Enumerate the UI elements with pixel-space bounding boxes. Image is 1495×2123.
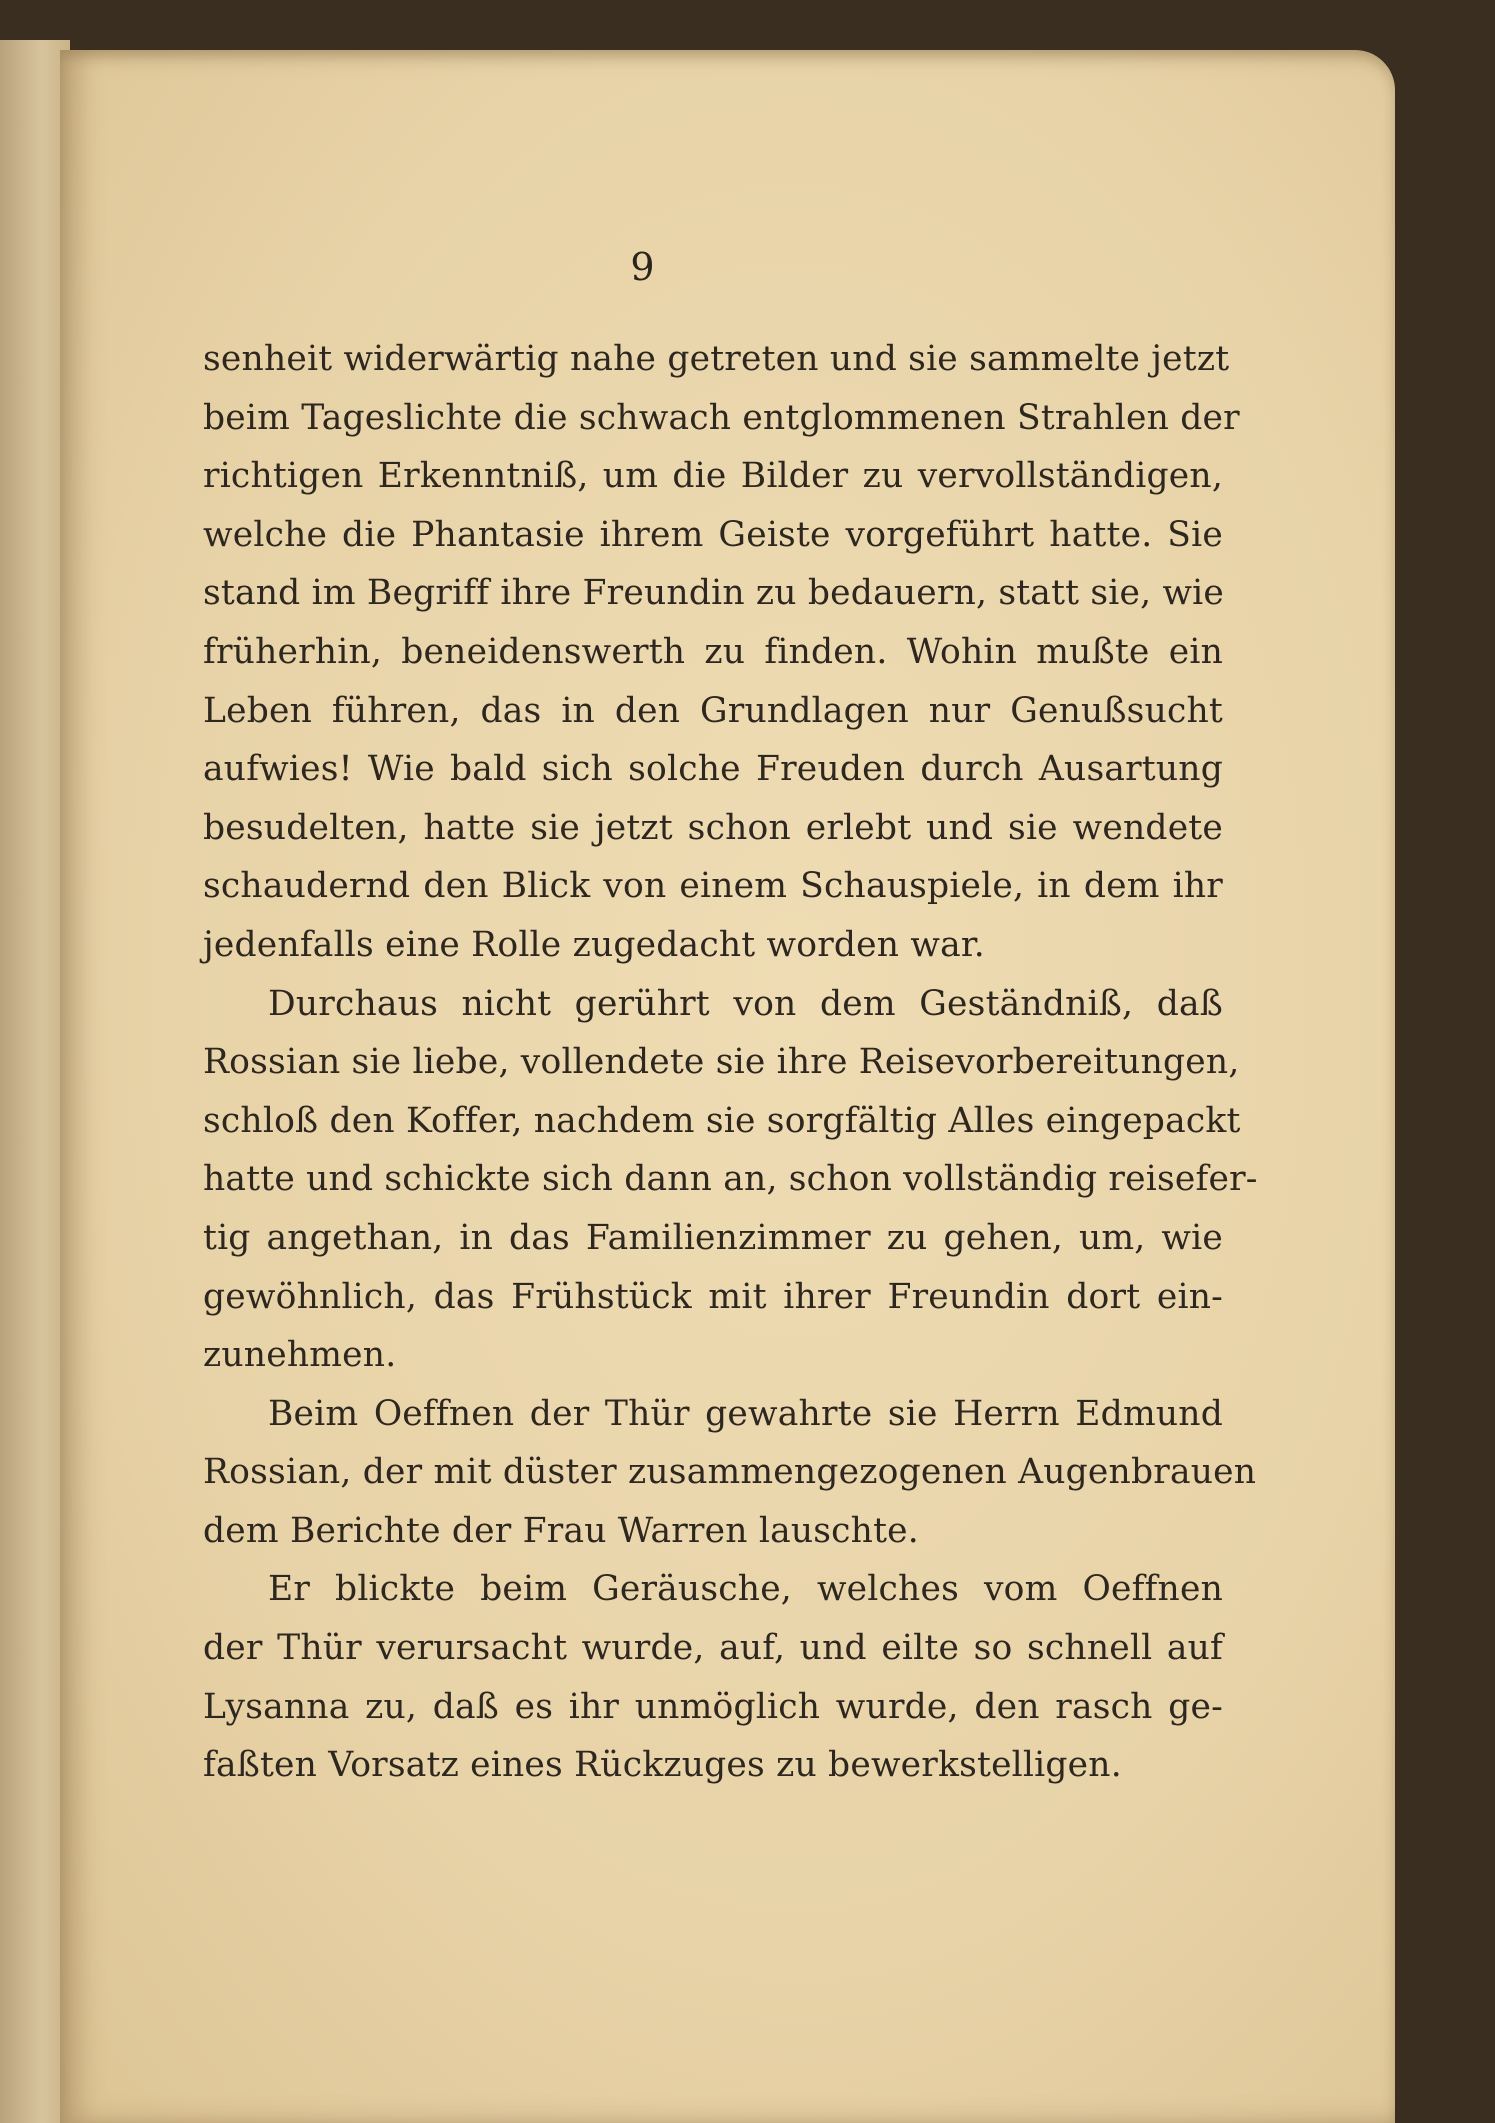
text-line: besudelten, hatte sie jetzt schon erlebt und sie wendete	[203, 807, 1223, 848]
text-line: Beim Oeffnen der Thür gewahrte sie Herrn Edmund	[268, 1393, 1223, 1434]
text-line: dem Berichte der Frau Warren lauschte.	[203, 1510, 919, 1551]
page-number: 9	[630, 245, 655, 289]
text-line: Rossian sie liebe, vollendete sie ihre Reisevorbereitungen,	[203, 1042, 1240, 1083]
text-line: beim Tageslichte die schwach entglommenen Strahlen der	[203, 397, 1240, 438]
text-line: welche die Phantasie ihrem Geiste vorgeführt hatte. Sie	[203, 514, 1223, 555]
text-line: jedenfalls eine Rolle zugedacht worden war.	[203, 924, 985, 965]
text-line: Leben führen, das in den Grundlagen nur Genußsucht	[203, 690, 1223, 731]
text-line: schloß den Koffer, nachdem sie sorgfältig Alles eingepackt	[203, 1100, 1241, 1141]
text-line: tig angethan, in das Familienzimmer zu gehen, um, wie	[203, 1217, 1223, 1258]
text-line: Er blickte beim Geräusche, welches vom Oeffnen	[268, 1569, 1223, 1610]
text-line: richtigen Erkenntniß, um die Bilder zu vervollständigen,	[203, 456, 1223, 497]
text-line: aufwies! Wie bald sich solche Freuden durch Ausartung	[203, 749, 1223, 790]
text-line: Durchaus nicht gerührt von dem Geständniß, daß	[268, 983, 1223, 1024]
text-line: hatte und schickte sich dann an, schon vollständig reisefer-	[203, 1159, 1258, 1200]
text-line: senheit widerwärtig nahe getreten und sie sammelte jetzt	[203, 339, 1230, 379]
text-line: Lysanna zu, daß es ihr unmöglich wurde, den rasch ge-	[203, 1686, 1223, 1727]
text-line: Rossian, der mit düster zusammengezogenen Augenbrauen	[203, 1452, 1257, 1493]
text-line: gewöhnlich, das Frühstück mit ihrer Freundin dort ein-	[203, 1276, 1223, 1317]
text-line: stand im Begriff ihre Freundin zu bedauern, statt sie, wie	[203, 573, 1225, 614]
text-line: faßten Vorsatz eines Rückzuges zu bewerkstelligen.	[203, 1745, 1122, 1786]
text-line: schaudernd den Blick von einem Schauspiele, in dem ihr	[203, 866, 1223, 907]
text-line: früherhin, beneidenswerth zu finden. Wohin mußte ein	[203, 631, 1223, 672]
body-text	[203, 330, 1258, 1795]
text-line: der Thür verursacht wurde, auf, und eilte so schnell auf	[203, 1628, 1223, 1669]
text-line: zunehmen.	[203, 1335, 397, 1376]
